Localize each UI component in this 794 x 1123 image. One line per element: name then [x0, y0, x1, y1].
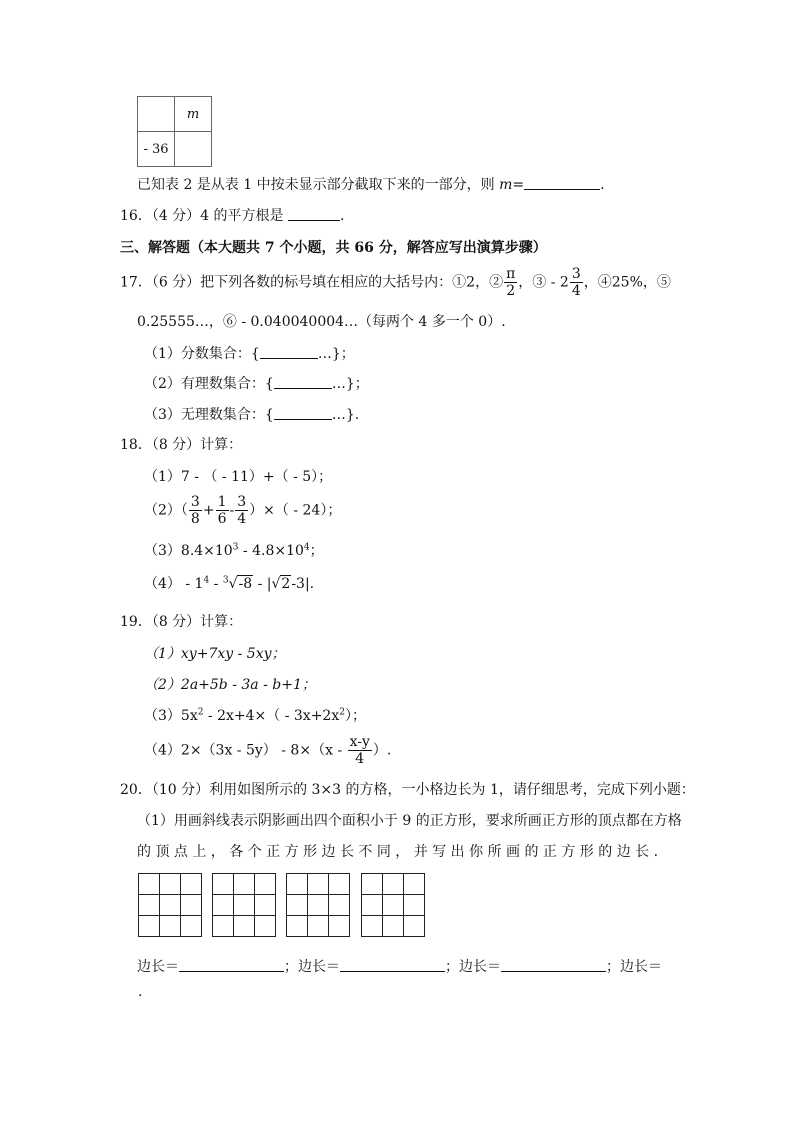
side-length-end: . — [138, 984, 143, 1000]
fraction-3-8 — [189, 494, 202, 527]
grid-3x3[interactable] — [212, 873, 275, 936]
side-length-label: 边长＝ — [298, 959, 340, 975]
root-index: 3 — [222, 575, 229, 586]
side-length-label: 边长＝ — [137, 959, 179, 975]
section-heading: 三、解答题（本大题共 7 个小题，共 66 分，解答应写出演算步骤） — [120, 240, 547, 256]
separator: ； — [284, 959, 298, 975]
q15-var: m — [499, 177, 513, 193]
q17-item-3 — [144, 404, 359, 424]
side-length-label: 边长＝ — [459, 959, 501, 975]
q18-p3-c: ； — [309, 543, 324, 559]
q16-text: 16．（4 分）4 的平方根是 — [120, 208, 288, 224]
q18-p4-c: - | — [253, 576, 272, 592]
radical-icon: √ — [228, 576, 238, 592]
side-length-label: 边长＝ — [620, 959, 662, 975]
exponent: 4 — [203, 575, 210, 586]
table-cell-empty — [175, 132, 212, 167]
three-quarters-fraction — [570, 266, 583, 299]
q15-tail-line — [137, 174, 605, 194]
exponent: 3 — [232, 542, 239, 553]
q18-p3-b: - 4.8×10 — [238, 543, 304, 559]
q17-item-2-blank[interactable] — [274, 375, 332, 389]
q15-text: 已知表 2 是从表 1 中按未显示部分截取下来的一部分，则 — [137, 177, 500, 193]
q18-stem: 18．（8 分）计算： — [120, 437, 243, 453]
q17-item-3-blank[interactable] — [274, 406, 332, 420]
q17-item-1 — [144, 343, 355, 363]
q18-part-4 — [144, 573, 314, 593]
q17-stem-line2: 0.25555…，⑥ - 0.040040004…（每两个 4 多一个 0）. — [137, 314, 506, 330]
q19-p4-a: （4）2×（3x - 5y） - 8×（x - — [144, 742, 347, 759]
q20-stem: 20．（10 分）利用如图所示的 3×3 的方格，一小格边长为 1，请仔细思考，完成下列小题： — [120, 782, 695, 798]
q18-p4-d: -3|. — [291, 576, 315, 592]
q18-part-2 — [144, 494, 341, 527]
side-length-blank-1[interactable] — [179, 958, 284, 972]
q16-end: . — [339, 208, 345, 224]
q15-answer-blank[interactable] — [524, 176, 600, 190]
frac-denominator: 4 — [571, 283, 581, 299]
separator: ； — [606, 959, 620, 975]
q17-stem-a: 17．（6 分）把下列各数的标号填在相应的大括号内：①2，② — [120, 274, 504, 291]
grid-3x3[interactable] — [361, 873, 424, 936]
separator: ； — [445, 959, 459, 975]
frac-numerator: 3 — [571, 266, 581, 282]
q17-item-2-label: （2）有理数集合：{ — [144, 376, 274, 392]
q18-p2-open: （2）（ — [144, 502, 188, 519]
q20-part-1-line2: 的 顶 点 上 ， 各 个 正 方 形 边 长 不 同 ， 并 写 出 你 所 画 的 正 方 形 的 边 长 . — [137, 844, 659, 860]
fraction-x-y-over-4 — [348, 734, 372, 767]
q18-p4-b: - — [209, 576, 223, 592]
table-fragment — [137, 96, 212, 167]
q19-part-4 — [144, 734, 391, 767]
q19-part-2: （2）2a+5b - 3a - b+1； — [144, 677, 316, 693]
exponent: 2 — [339, 707, 345, 718]
frac-denominator: 2 — [506, 283, 516, 299]
frac-denominator: 4 — [355, 751, 365, 767]
q17-item-3-label: （3）无理数集合：{ — [144, 407, 274, 423]
pi-over-2-fraction — [504, 266, 517, 299]
q16-line — [120, 205, 344, 225]
q19-p3-a: （3）5x — [144, 708, 198, 724]
frac-denominator: 8 — [190, 511, 200, 527]
q16-answer-blank[interactable] — [288, 207, 340, 221]
fraction-3-4 — [235, 494, 248, 527]
q19-p3-c: ）； — [344, 708, 366, 724]
q20-part-1-line1: （1）用画斜线表示阴影画出四个面积小于 9 的正方形，要求所画正方形的顶点都在方格 — [137, 813, 682, 829]
q19-stem: 19．（8 分）计算： — [120, 614, 243, 630]
q18-part-1: （1）7 - （ - 11）+（ - 5）； — [144, 469, 333, 485]
q19-p4-b: ）. — [372, 742, 392, 759]
q17-item-1-label: （1）分数集合：{ — [144, 346, 260, 362]
plus-sign: + — [202, 502, 215, 519]
q15-end: . — [600, 177, 605, 193]
table-cell-empty — [138, 97, 175, 132]
frac-numerator: 3 — [237, 494, 247, 510]
table-cell-minus-36: - 36 — [138, 132, 175, 167]
q15-eq: = — [512, 177, 525, 193]
q17-item-2-end: …}； — [331, 376, 369, 392]
exponent: 4 — [303, 542, 310, 553]
minus-sign: - — [229, 502, 235, 519]
fraction-1-6 — [216, 494, 229, 527]
q17-stem — [120, 266, 671, 299]
radicand: -8 — [238, 576, 253, 592]
q17-item-1-blank[interactable] — [260, 345, 318, 359]
q17-item-2 — [144, 373, 369, 393]
q19-part-1: （1）xy+7xy - 5xy； — [144, 646, 286, 662]
side-length-blank-2[interactable] — [340, 958, 445, 972]
q18-p2-close: ）×（ - 24）； — [249, 502, 342, 519]
q19-part-3 — [144, 705, 366, 725]
frac-denominator: 4 — [237, 511, 247, 527]
grid-3x3[interactable] — [286, 873, 349, 936]
q17-stem-c: ，④25%，⑤ — [583, 274, 671, 291]
side-length-line — [137, 956, 662, 976]
frac-numerator: 1 — [217, 494, 227, 510]
radical-icon: √ — [271, 576, 281, 592]
q17-item-1-end: …}； — [317, 346, 355, 362]
grid-3x3[interactable] — [138, 873, 201, 936]
frac-numerator: x-y — [349, 734, 370, 750]
side-length-blank-3[interactable] — [501, 958, 606, 972]
q18-p4-a: （4） - 1 — [144, 576, 204, 592]
exponent: 2 — [197, 707, 204, 718]
q17-item-3-end: …}. — [331, 407, 360, 423]
q18-part-3 — [144, 540, 324, 560]
radicand: 2 — [281, 576, 291, 592]
q19-p3-b: - 2x+4×（ - 3x+2x — [203, 708, 340, 724]
table-cell-m: m — [175, 97, 212, 132]
frac-numerator: π — [506, 266, 516, 282]
frac-numerator: 3 — [190, 494, 200, 510]
frac-denominator: 6 — [217, 511, 227, 527]
q17-stem-b: ，③ - 2 — [518, 274, 569, 291]
q18-p3-a: （3）8.4×10 — [144, 543, 233, 559]
